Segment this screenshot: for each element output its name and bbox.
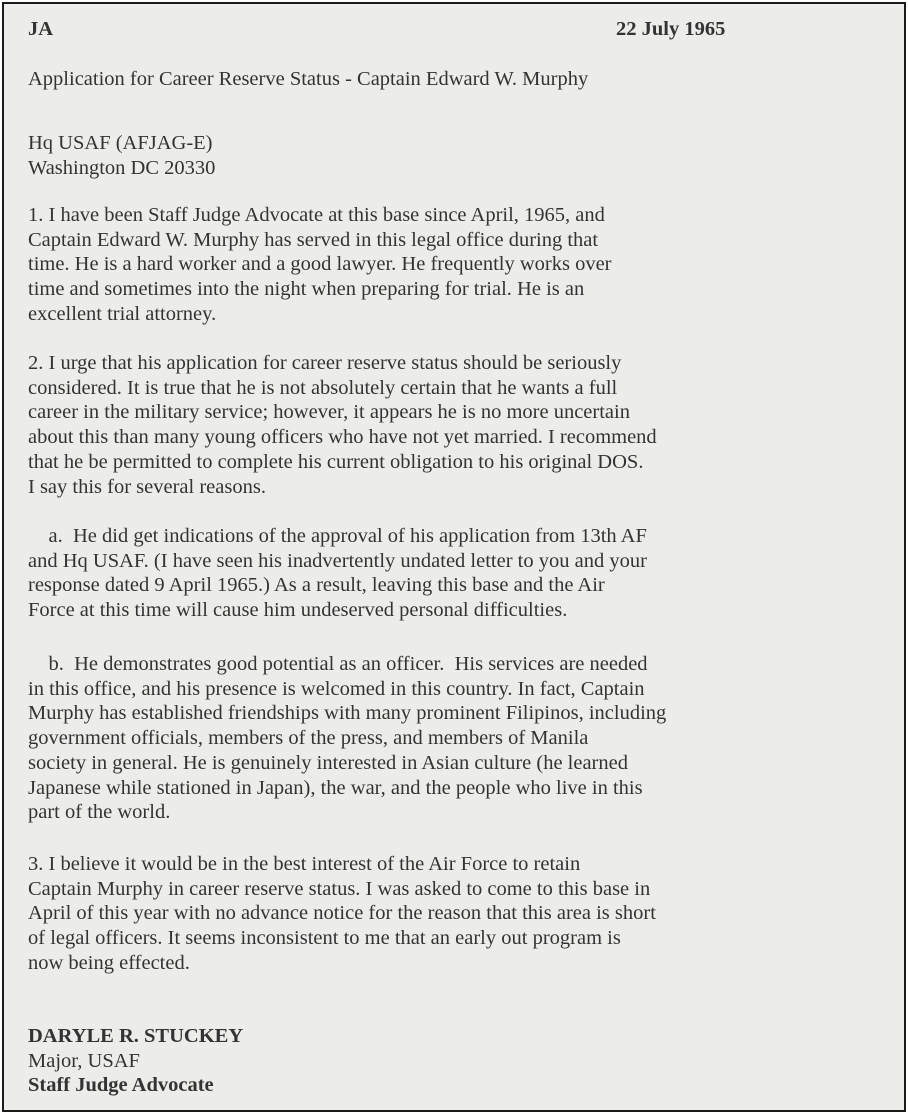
signer-name: DARYLE R. STUCKEY [28,1025,244,1047]
paragraph-line: 1. I have been Staff Judge Advocate at this base since April, 1965, and [28,204,605,226]
paragraph-line: considered. It is true that he is not absolutely certain that he wants a full [28,376,618,399]
paragraph-line: time and sometimes into the night when preparing for trial. He is an [28,278,585,301]
paragraph-line: and Hq USAF. (I have seen his inadvertently undated letter to you and your [28,549,647,572]
paragraph-line: I say this for several reasons. [28,475,266,498]
paragraph-line: time. He is a hard worker and a good lawyer. He frequently works over [28,253,612,276]
paragraph-1 [28,203,612,327]
subparagraph-a [28,524,647,623]
paragraph-line: of legal officers. It seems inconsistent to me that an early out program is [28,927,621,950]
paragraph-line: Captain Edward W. Murphy has served in this legal office during that [28,228,599,251]
paragraph-line: now being effected. [28,951,190,974]
office-symbol: JA [28,18,54,40]
signer-rank: Major, USAF [28,1049,140,1072]
addressee-city: Washington DC 20330 [28,156,216,179]
paragraph-line: 3. I believe it would be in the best interest of the Air Force to retain [28,853,581,875]
paragraph-line: that he be permitted to complete his current obligation to his original DOS. [28,450,644,473]
paragraph-line: career in the military service; however, it appears he is no more uncertain [28,401,630,424]
paragraph-line: a. He did get indications of the approval of his application from 13th AF [28,525,647,547]
paragraph-line: part of the world. [28,801,171,824]
paragraph-line: Captain Murphy in career reserve status. I was asked to come to this base in [28,877,651,900]
paragraph-line: Force at this time will cause him undeserved personal difficulties. [28,599,568,622]
paragraph-line: 2. I urge that his application for career reserve status should be seriously [28,352,622,374]
paragraph-line: response dated 9 April 1965.) As a result, leaving this base and the Air [28,574,605,597]
signer-title: Staff Judge Advocate [28,1074,214,1097]
paragraph-line: society in general. He is genuinely interested in Asian culture (he learned [28,751,628,774]
paragraph-3 [28,852,656,976]
paragraph-line: in this office, and his presence is welcomed in this country. In fact, Captain [28,677,645,700]
paragraph-2 [28,351,657,499]
paragraph-line: April of this year with no advance notice for the reason that this area is short [28,902,656,925]
addressee-office: Hq USAF (AFJAG-E) [28,132,213,154]
paragraph-line: about this than many young officers who have not yet married. I recommend [28,426,657,449]
letter-date: 22 July 1965 [616,18,726,40]
paragraph-line: excellent trial attorney. [28,302,217,325]
addressee-block [28,131,215,180]
paragraph-line: b. He demonstrates good potential as an officer. His services are needed [28,653,648,675]
subparagraph-b [28,652,666,825]
paragraph-line: Japanese while stationed in Japan), the war, and the people who live in this [28,776,643,799]
paragraph-line: Murphy has established friendships with many prominent Filipinos, including [28,702,667,725]
paragraph-line: government officials, members of the press, and members of Manila [28,727,589,750]
signature-block [28,1024,243,1098]
subject-line: Application for Career Reserve Status - Captain Edward W. Murphy [28,68,589,90]
letter-page [2,2,906,1112]
